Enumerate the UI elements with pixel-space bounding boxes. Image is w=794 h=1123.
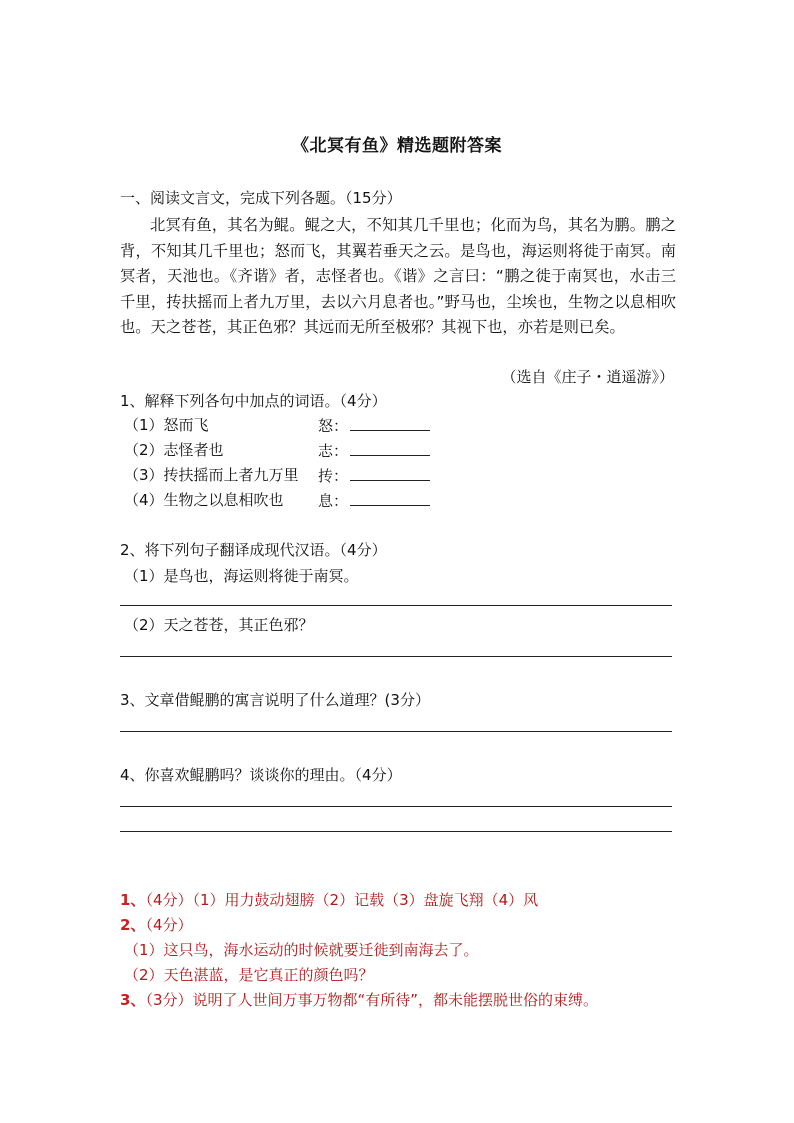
- answer-number: 3、: [120, 991, 146, 1009]
- answer-text: （4分）: [145, 916, 193, 934]
- answer-1: [120, 890, 538, 910]
- answer-line[interactable]: [120, 605, 672, 606]
- question-1-prompt: 1、解释下列各句中加点的词语。（4分）: [120, 392, 387, 410]
- q1-item-answer: [318, 415, 430, 436]
- document-title: 《北冥有鱼》精选题附答案: [292, 136, 502, 156]
- answer-number: 2、: [120, 916, 146, 934]
- q1-item-answer: [318, 490, 430, 511]
- answer-text: （3分）说明了人世间万事万物都“有所待”，都未能摆脱世俗的束缚。: [145, 991, 599, 1009]
- answer-line[interactable]: [120, 656, 672, 657]
- question-4-prompt: 4、你喜欢鲲鹏吗？谈谈你的理由。（4分）: [120, 766, 402, 784]
- passage-source: （选自《庄子・逍遥游》）: [501, 368, 674, 386]
- question-3-prompt: 3、文章借鲲鹏的寓言说明了什么道理？(3分）: [120, 691, 430, 709]
- q1-item-answer: [318, 465, 430, 486]
- q1-item-word: 志：: [318, 442, 349, 460]
- q1-item-word: 息：: [318, 492, 349, 510]
- q1-item-sentence: （4）生物之以息相吹也: [124, 491, 284, 509]
- q1-item-answer: [318, 440, 430, 461]
- q1-item-sentence: （2）志怪者也: [124, 441, 224, 459]
- q1-item-sentence: （1）怒而飞: [124, 416, 209, 434]
- q1-item-word: 怒：: [318, 417, 349, 435]
- q2-sub-2: （2）天之苍苍，其正色邪？: [124, 616, 314, 634]
- answer-line[interactable]: [120, 806, 672, 807]
- q1-answer-blank[interactable]: [350, 465, 430, 481]
- answer-2-sub-2: （2）天色湛蓝，是它真正的颜色吗？: [124, 966, 374, 984]
- q1-item-sentence: （3）抟扶摇而上者九万里: [124, 466, 299, 484]
- q1-answer-blank[interactable]: [350, 440, 430, 456]
- answer-line[interactable]: [120, 831, 672, 832]
- q1-answer-blank[interactable]: [350, 490, 430, 506]
- q1-item-word: 抟：: [318, 467, 349, 485]
- answer-3: [120, 990, 598, 1010]
- q2-sub-1: （1）是鸟也，海运则将徙于南冥。: [124, 567, 359, 585]
- answer-number: 1、: [120, 891, 146, 909]
- answer-2: [120, 915, 192, 935]
- answer-line[interactable]: [120, 731, 672, 732]
- answer-2-sub-1: （1）这只鸟，海水运动的时候就要迁徙到南海去了。: [124, 941, 479, 959]
- section-heading: 一、阅读文言文，完成下列各题。（15分）: [120, 189, 402, 207]
- answer-text: （4分）（1）用力鼓动翅膀（2）记载（3）盘旋飞翔（4）风: [145, 891, 539, 909]
- classical-passage: 北冥有鱼，其名为鲲。鲲之大，不知其几千里也；化而为鸟，其名为鹏。鹏之背，不知其几千里也；怒而飞，其翼若垂天之云。是鸟也，海运则将徙于南冥。南冥者，天池也。《齐谐》者，志怪者也。《谐》之言曰：“鹏之徙于南冥也，水击三千里，抟扶摇而上者九万里，去以六月息者也。”野马也，尘埃也，生物之以息相吹也。天之苍苍，其正色邪？其远而无所至极邪？其视下也，亦若是则已矣。: [120, 216, 676, 336]
- q1-answer-blank[interactable]: [350, 415, 430, 431]
- question-2-prompt: 2、将下列句子翻译成现代汉语。（4分）: [120, 541, 387, 559]
